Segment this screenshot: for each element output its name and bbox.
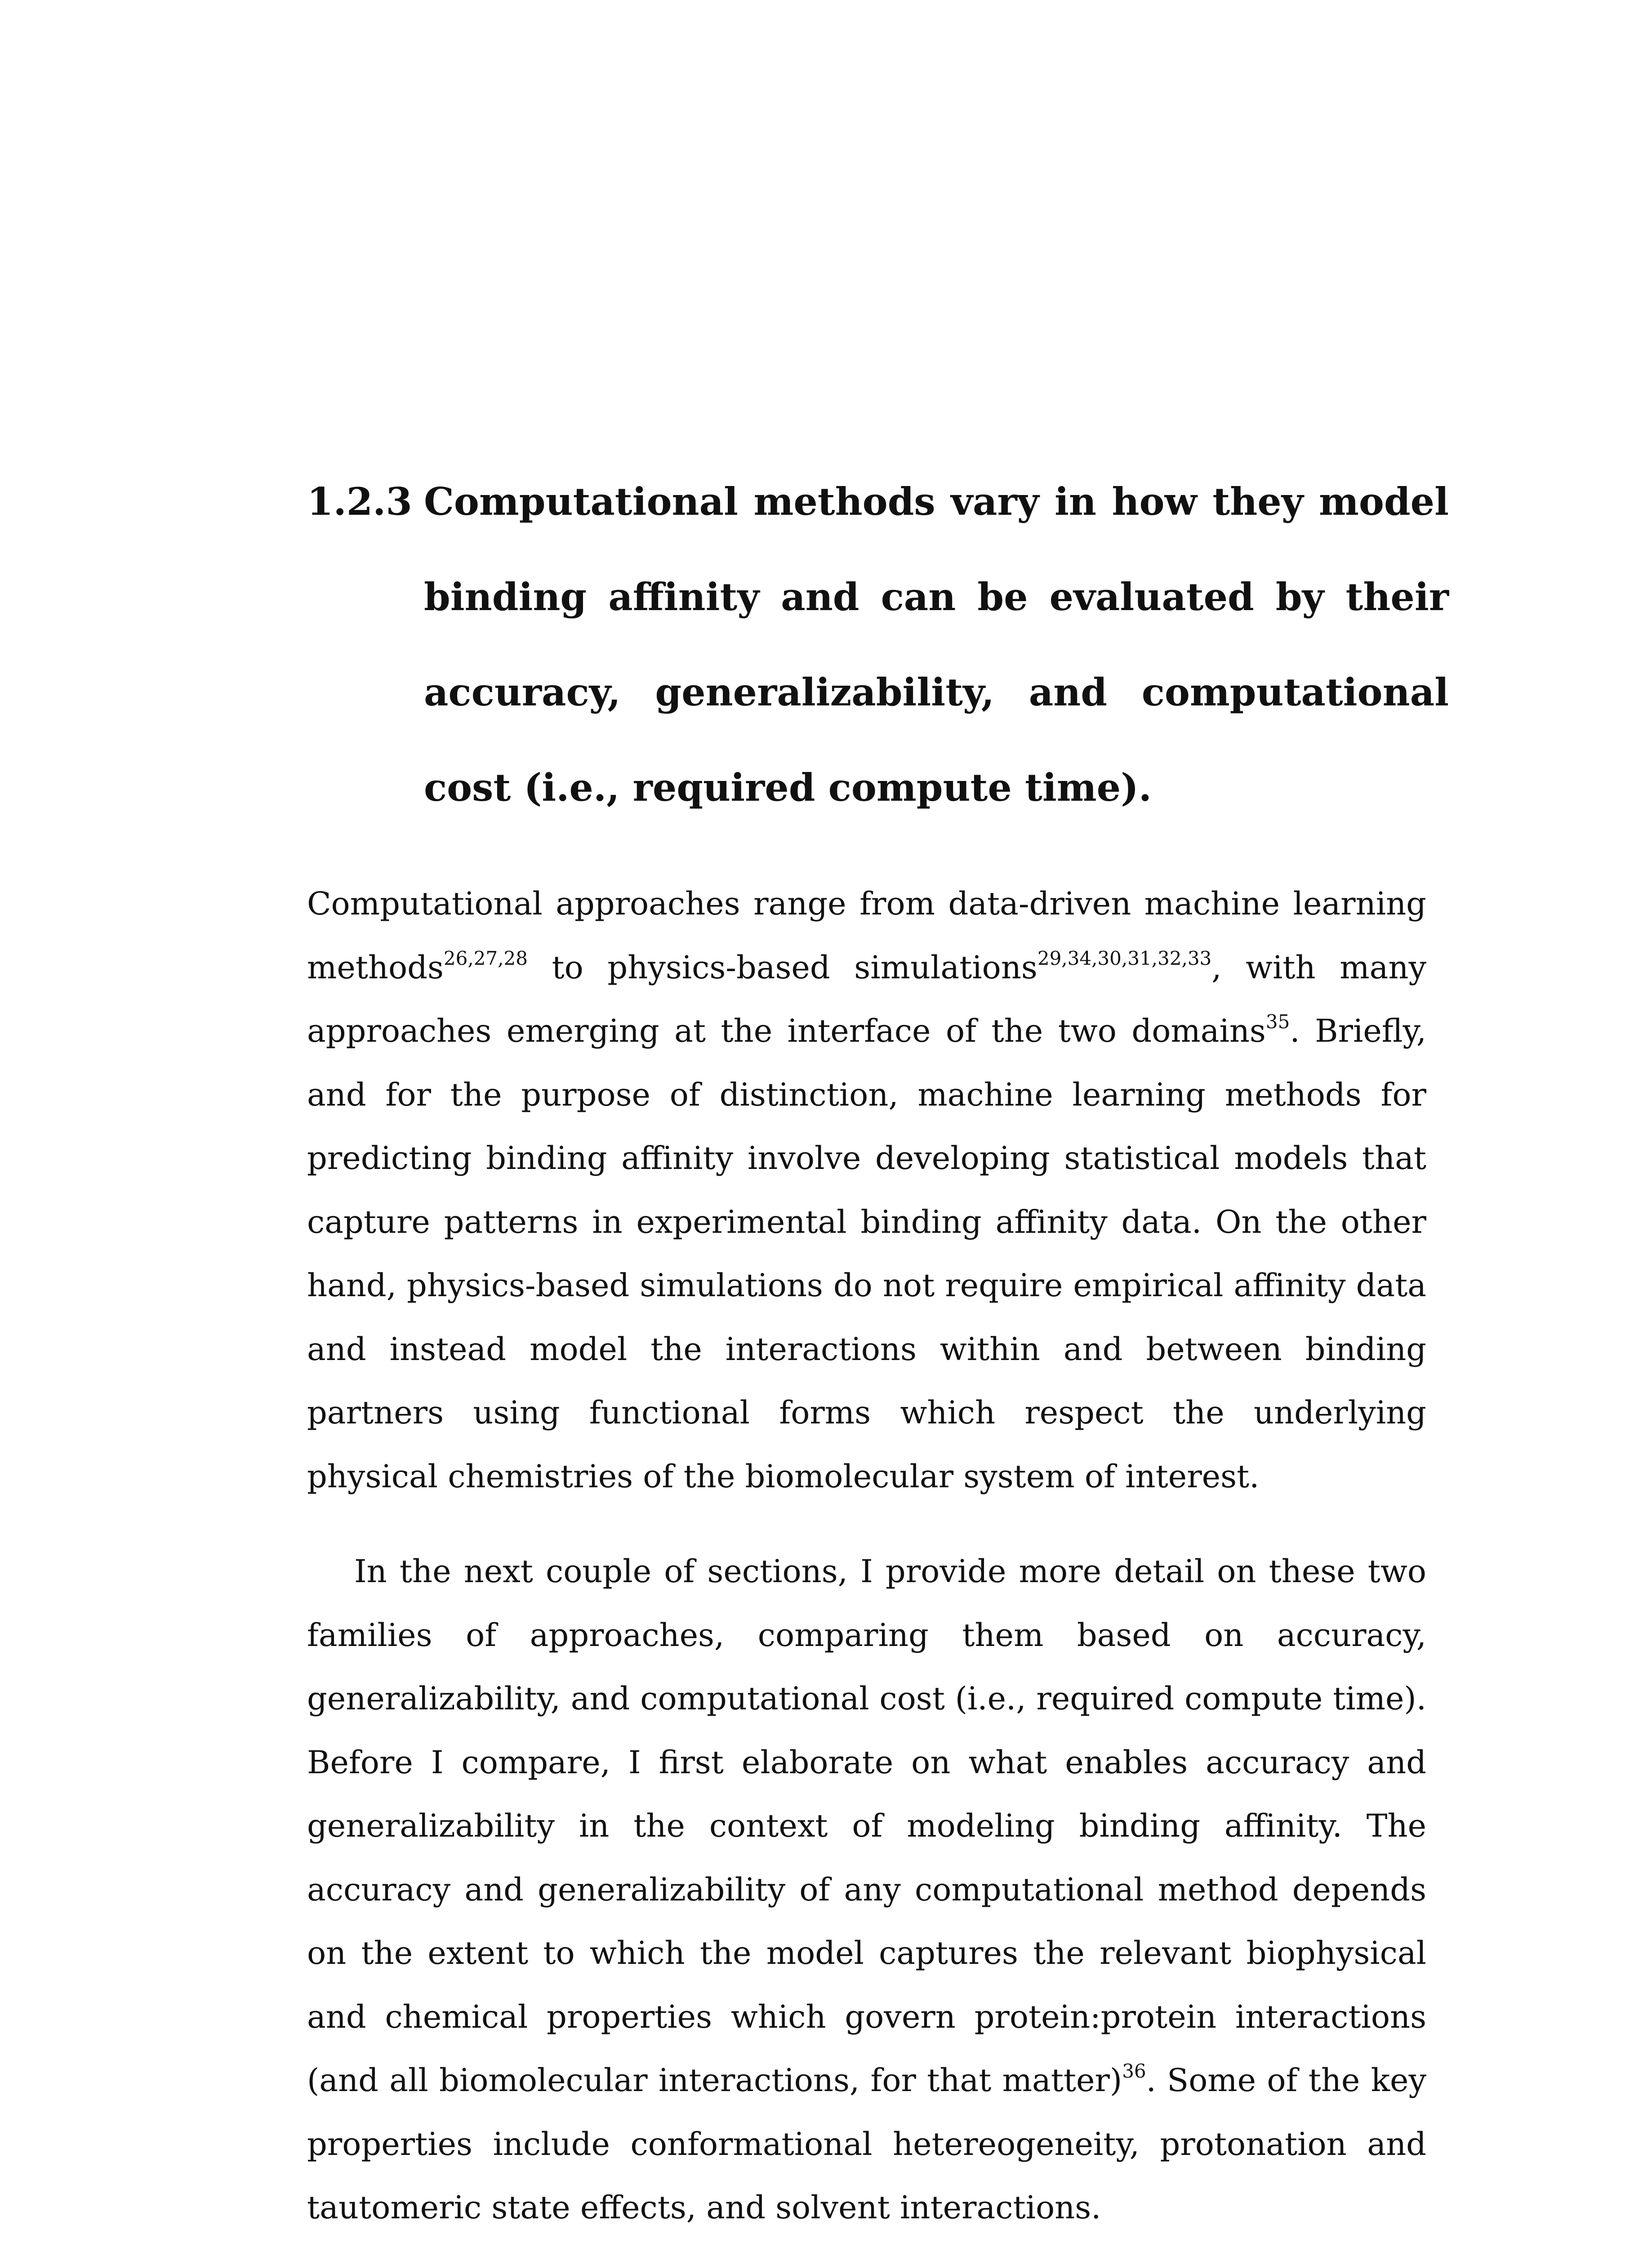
paragraph-2-text-1: In the next couple of sections, I provide more detail on these two families of approaches, comparing them based on accuracy, generalizability, and computational cost (i.e., required compute time). Before I compare, I first elaborate on what enables accuracy and generalizability in the context of modeling binding affinity. The accuracy and generalizability of any computational method depends on the extent to which the model captures the relevant biophysical and chemical properties which govern protein:protein interactions (and all biomolecular interactions, for that matter) [307,1553,1426,2099]
paragraph-1-text-3: , with many approaches emerging at the interface of the two domains [307,949,1426,1049]
citation-26-27-28[interactable]: 26,27,28 [443,947,528,969]
paragraph-2 [307,1540,1426,2240]
paragraph-1-text-1: Computational approaches range from data-driven machine learning methods [307,885,1426,986]
body-text [307,872,1426,2248]
paragraph-1-text-4: . Briefly, and for the purpose of distinction, machine learning methods for predicting binding affinity involve developing statistical models that capture patterns in experimental binding affinity data. On the other hand, physics-based simulations do not require empirical affinity data and instead model the interactions within and between binding partners using functional forms which respect the underlying physical chemistries of the biomolecular system of interest. [307,1012,1426,1495]
section-number: 1.2.3 [307,479,412,524]
paragraph-1 [307,872,1426,1508]
section-heading [307,454,1449,835]
section-title: Computational methods vary in how they model binding affinity and can be evaluated by their accuracy, generalizability, and computational cost (i.e., required compute time). [424,479,1449,810]
paragraph-2-text-2: . Some of the key properties include conformational hetereogeneity, protonation and tautomeric state effects, and solvent interactions. [307,2062,1426,2226]
paragraph-1-text-2: to physics-based simulations [527,949,1038,986]
citation-35[interactable]: 35 [1265,1011,1290,1033]
citation-36[interactable]: 36 [1122,2060,1146,2082]
citation-29-34-30-31-32-33[interactable]: 29,34,30,31,32,33 [1037,947,1212,969]
